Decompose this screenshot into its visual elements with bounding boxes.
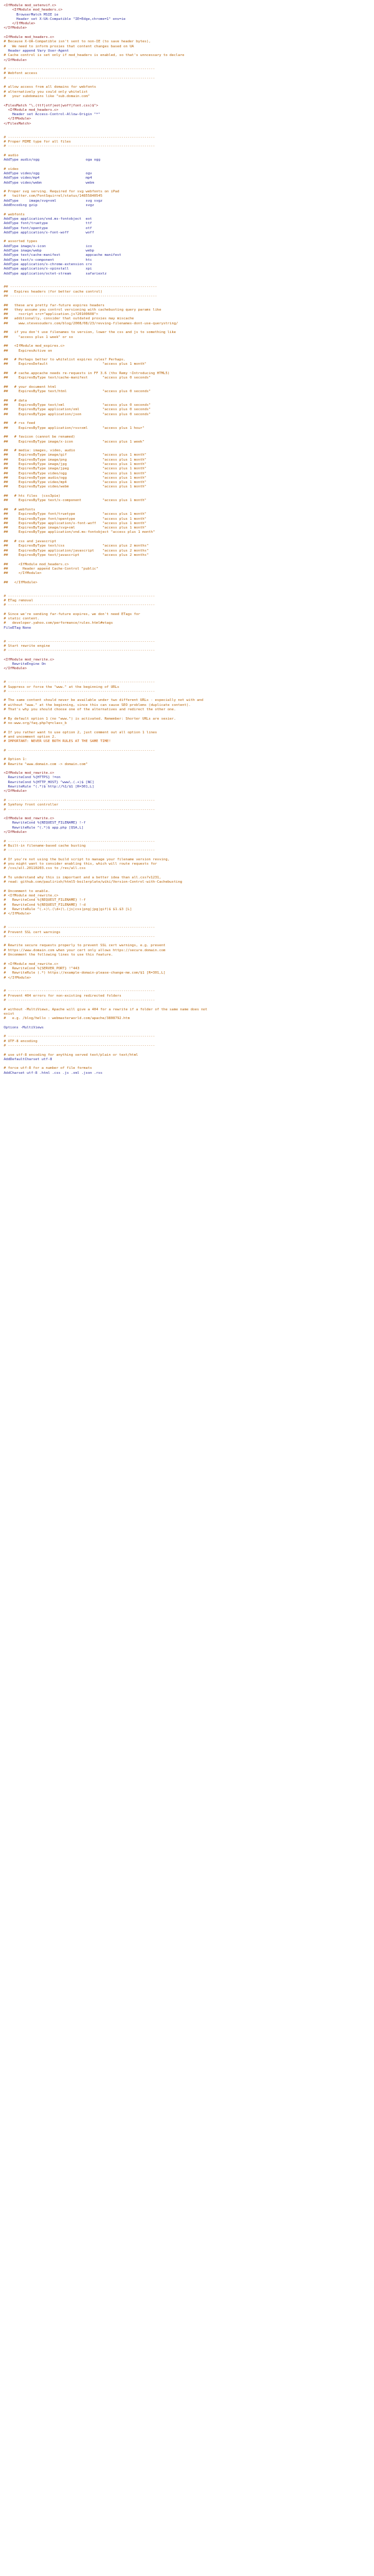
directive-line: AddType video/ogg ogv [4,171,92,176]
section-tag-line: <IfModule mod_headers.c> [4,8,63,12]
blank-line [4,558,372,562]
blank-line [4,939,372,944]
blank-line [4,299,372,303]
blank-line [4,917,372,921]
comment-line: # developer.yahoo.com/performance/rules.html#etags [4,621,113,626]
directive-line: AddType image/webp webp [4,249,94,253]
comment-line: # e.g. /blog/hello : webmasterworld.com/apache/3808792.htm [4,1017,130,1021]
blank-line [4,208,372,212]
section-tag-line: <IfModule mod_rewrite.c> [4,771,54,776]
blank-line [4,63,372,67]
separator-line: # ---------------------------------------------------------------------- [4,67,155,72]
separator-line: # ---------------------------------------------------------------------- [4,926,155,930]
comment-line: ## ExpiresByType application/json "access plus 0 seconds" [4,412,151,416]
directive-line: RewriteCond %{HTTPS} !=on [4,776,60,780]
separator-line: # ---------------------------------------------------------------------- [4,798,155,802]
warning-comment-line: # IMPORTANT: NEVER USE BOTH RULES AT THE SAME TIME! [4,740,111,744]
comment-line: # force utf-8 for a number of file formats [4,1066,92,1071]
blank-line [4,81,372,85]
blank-line [4,186,372,190]
comment-line: ## ExpiresByType video/mp4 "access plus 1 month" [4,481,147,485]
directive-line: AddType text/cache-manifest appcache manifest [4,253,122,258]
comment-line: # Suppress or force the "www." at the beginning of URLs [4,685,120,689]
directive-line: AddType text/x-component htc [4,258,92,262]
blank-line [4,354,372,358]
separator-line: # ---------------------------------------------------------------------- [4,639,155,644]
comment-line: # audio [4,153,19,157]
comment-line: ## Header append Cache-Control "public" [4,566,98,571]
blank-line [4,431,372,435]
comment-line: exist [4,1012,14,1016]
directive-line: Header append Vary User-Agent [4,49,69,53]
directive-line: AddType video/webm webm [4,181,94,185]
comment-line: # without -MultiViews, Apache will give a 404 for a rewrite if a folder of the same name does not [4,1007,208,1012]
comment-line: ## ExpiresByType application/xml "access plus 0 seconds" [4,408,151,412]
comment-line: ## ExpiresByType image/jpg "access plus 1 month" [4,462,147,466]
blank-line [4,744,372,748]
directive-line: Options -MultiViews [4,1025,44,1030]
comment-line: # Because X-UA-Compatible isn't sent to non-IE (to save header bytes), [4,40,151,44]
comment-line: ## ExpiresDefault "access plus 1 month" [4,362,147,367]
comment-line: ## # your document html [4,385,57,389]
directive-line: RewriteRule ^(.*)$ app.php [QSA,L] [4,825,84,830]
comment-line: ## # cache.appcache needs re-requests in FF 3.6 (thx Remy ~Introducing HTML5) [4,372,170,376]
separator-line: # ---------------------------------------------------------------------- [4,594,155,598]
separator-line: # ---------------------------------------------------------------------- [4,76,155,80]
comment-line: # </IfModule> [4,912,31,916]
blank-line [4,585,372,590]
blank-line [4,1030,372,1035]
blank-line [4,1003,372,1007]
comment-line: ## ExpiresByType image/jpeg "access plus 1 month" [4,467,147,471]
comment-line: ## ExpiresByType font/opentype "access plus 1 month" [4,517,147,521]
comment-line: # If you're not using the build script to manage your filename version revving, [4,857,170,862]
section-tag-line: </IfModule> [4,58,27,62]
separator-line: # ---------------------------------------------------------------------- [4,135,155,139]
comment-line: ## </IfModule> [4,571,42,576]
comment-line: ## <IfModule mod_headers.c> [4,562,69,566]
comment-line: # By default option 1 (no "www.") is activated. Remember: Shorter URLs are sexier. [4,717,176,721]
comment-line: # RewriteRule (.*) https://example-domain-please-change-me.com/$1 [R=301,L] [4,971,166,975]
blank-line [4,835,372,839]
comment-line: # Built-in filename-based cache busting [4,844,86,848]
comment-line: # /css/all.20110203.css to /res/all.css [4,867,86,871]
directive-line: AddType audio/ogg oga ogg [4,158,100,162]
blank-line [4,131,372,135]
section-tag-line: <IfModule mod_rewrite.c> [4,657,54,662]
comment-line: # Prevent SSL cert warnings [4,930,60,934]
blank-line [4,753,372,758]
blank-line [4,853,372,858]
blank-line [4,381,372,385]
comment-line: # ETag removal [4,598,34,603]
comment-line: # no-www.org/faq.php?q=class_b [4,721,67,725]
comment-line: ## ExpiresByType application/javascript "access plus 2 months" [4,548,149,553]
separator-line: # ---------------------------------------------------------------------- [4,748,155,753]
comment-line: ## ExpiresByType font/truetype "access plus 1 month" [4,512,147,517]
comment-line: ## # data [4,398,27,403]
blank-line [4,444,372,449]
comment-line: ## www.stevesouders.com/blog/2008/08/23/revving-filenames-dont-use-querystring/ [4,321,178,326]
comment-line: # Rewrite secure requests properly to prevent SSL cert warnings, e.g. prevent [4,944,166,948]
comment-line: # Symfony front controller [4,803,59,807]
directive-line: AddType application/x-chrome-extension crx [4,262,92,266]
separator-line: # ---------------------------------------------------------------------- [4,848,155,853]
blank-line [4,149,372,154]
comment-line: # your subdomains like "sub.domain.com" [4,94,90,98]
comment-line: ## # css and javascript [4,540,57,544]
comment-line: # webfonts [4,212,25,217]
comment-line: # assorted types [4,240,37,244]
comment-line: # Uncomment to enable. [4,889,50,893]
separator-line: # ---------------------------------------------------------------------- [4,934,155,939]
directive-line: RewriteCond %{REQUEST_FILENAME} !-f [4,821,86,825]
separator-line: ## ---------------------------------------------------------------------- [4,285,157,289]
comment-line: # Webfont access [4,72,37,76]
blank-line [4,535,372,540]
comment-line: # RewriteCond %{SERVER_PORT} !^443 [4,966,80,971]
htaccess-code-view [0,0,372,1076]
comment-line: ## # favicon (cannot be renamed) [4,435,75,440]
comment-line: ## ExpiresByType application/x-font-woff "access plus 1 month" [4,521,147,525]
comment-line: # RewriteRule ^(.+)\.(\d+)\.(js|css|png|jpg|gif)$ $1.$3 [L] [4,908,132,912]
separator-line: # ---------------------------------------------------------------------- [4,999,155,1003]
comment-line: # read: github.com/paulirish/html5-boilerplate/wiki/Version-Control-with-Cachebusting [4,880,183,885]
comment-line: # and uncomment option 2. [4,735,57,739]
separator-line: # ---------------------------------------------------------------------- [4,807,155,812]
blank-line [4,576,372,580]
section-tag-line: </IfModule> [4,117,31,121]
directive-line: RewriteEngine On [4,662,46,667]
comment-line: # static content. [4,617,40,621]
separator-line: # ---------------------------------------------------------------------- [4,1035,155,1039]
blank-line [4,417,372,421]
comment-line: ## # media: images, video, audio [4,449,75,453]
directive-line: AddType font/opentype otf [4,226,92,230]
comment-line: # Option 1: [4,758,27,762]
blank-line [4,326,372,331]
section-tag-line: </IfModule> [4,22,36,26]
blank-line [4,885,372,890]
comment-line: ## ExpiresByType image/gif "access plus 1 month" [4,453,147,458]
separator-line: # ---------------------------------------------------------------------- [4,680,155,685]
directive-line: AddType font/truetype ttf [4,222,92,226]
comment-line: ## additionally, consider that outdated proxies may miscache [4,317,134,321]
blank-line [4,276,372,281]
blank-line [4,126,372,131]
blank-line [4,694,372,698]
directive-line: Header set Access-Control-Allow-Origin "*" [4,113,100,117]
separator-line: # ---------------------------------------------------------------------- [4,839,155,844]
blank-line [4,1022,372,1026]
comment-line: # Rewrite "www.domain.com -> domain.com" [4,762,88,766]
separator-line: # ---------------------------------------------------------------------- [4,603,155,608]
directive-line: RewriteCond %{HTTP_HOST} ^www\.(.+)$ [NC] [4,780,94,784]
blank-line [4,921,372,926]
blank-line [4,957,372,962]
separator-line: # ---------------------------------------------------------------------- [4,1043,155,1048]
directive-line: AddType application/vnd.ms-fontobject eot [4,217,92,221]
blank-line [4,676,372,680]
section-tag-line: <IfModule mod_headers.c> [4,108,59,112]
blank-line [4,367,372,372]
directive-line: AddType image/x-icon ico [4,244,92,248]
blank-line [4,162,372,167]
directive-line: AddType application/x-font-woff woff [4,230,94,235]
comment-line: ## ExpiresByType application/rss+xml "access plus 1 hour" [4,426,145,430]
blank-line [4,340,372,344]
comment-line: # <IfModule mod_rewrite.c> [4,962,59,966]
comment-line: # We need to inform proxies that content changes based on UA [4,44,134,49]
section-tag-line: </FilesMatch> [4,121,31,126]
comment-line: # use utf-8 encoding for anything served text/plain or text/html [4,1053,138,1057]
comment-line: ## ExpiresByType text/html "access plus 0 seconds" [4,390,151,394]
blank-line [4,712,372,717]
separator-line: # ---------------------------------------------------------------------- [4,689,155,693]
blank-line [4,31,372,35]
directive-line: AddType video/mp4 mp4 [4,176,92,181]
blank-line [4,726,372,730]
comment-line: ## if you don't use filenames to version, lower the css and js to something like [4,331,176,335]
comment-line: ## ExpiresByType video/webm "access plus 1 month" [4,485,147,489]
comment-line: ## Expires headers (for better cache control) [4,289,103,294]
comment-line: # alternatively you could only whitelist [4,90,88,94]
comment-line: # without "www." at the beginning, since this can cause SEO problems (duplicate content). [4,703,191,707]
blank-line [4,631,372,635]
separator-line: ## ---------------------------------------------------------------------- [4,294,157,298]
comment-line: # you might want to consider enabling this, which will route requests for [4,862,157,867]
comment-line: # RewriteCond %{REQUEST_FILENAME} !-d [4,903,86,907]
comment-line: # Proper svg serving. Required for svg webfonts on iPad [4,190,120,194]
blank-line [4,653,372,657]
blank-line [4,1062,372,1066]
comment-line: ## # Perhaps better to whitelist expires rules? Perhaps. [4,358,126,362]
comment-line: ## ExpiresByType image/x-icon "access plus 1 week" [4,440,145,444]
comment-line: ## ExpiresByType text/javascript "access plus 2 months" [4,553,149,557]
directive-line: RewriteRule ^(.*)$ http://%1/$1 [R=301,L] [4,785,94,789]
separator-line: # ---------------------------------------------------------------------- [4,144,155,149]
comment-line: # Proper MIME type for all files [4,139,71,144]
directive-line: AddCharset utf-8 .html .css .js .xml .json .rss [4,1071,103,1075]
comment-line: ## ExpiresByType audio/ogg "access plus 1 month" [4,476,147,480]
blank-line [4,635,372,639]
comment-line: # allow access from all domains for webfonts [4,85,97,90]
comment-line: ## ExpiresByType image/png "access plus 1 month" [4,458,147,462]
comment-line: # UTF-8 encoding [4,1039,37,1043]
comment-line: ## <IfModule mod_expires.c> [4,344,65,349]
comment-line: ## # htc files (css3pie) [4,494,60,499]
comment-line: ## # webfonts [4,507,36,512]
comment-line: # That's why you should choose one of the alternatives and redirect the other one. [4,708,176,712]
directive-line: AddType application/x-xpinstall xpi [4,267,92,271]
blank-line [4,672,372,676]
directive-line: BrowserMatch MSIE ie [4,12,59,17]
comment-line: ## ExpiresByType text/cache-manifest "access plus 0 seconds" [4,376,151,380]
comment-line: # Since we're sending far-future expires, we don't need ETags for [4,612,140,616]
comment-line: ## ExpiresByType text/x-component "access plus 1 month" [4,499,147,503]
comment-line: ## <script src="application.js?20100608"> [4,313,98,317]
comment-line: # RewriteCond %{REQUEST_FILENAME} !-f [4,898,86,903]
blank-line [4,980,372,985]
comment-line: ## # rss feed [4,421,36,426]
comment-line: ## these are pretty far-future expires headers [4,303,105,308]
blank-line [4,812,372,817]
comment-line: # Prevent 404 errors for non-existing redirected folders [4,994,122,998]
comment-line: # Cache control is set only if mod_headers is enabled, so that's unncessary to declare [4,54,185,58]
section-tag-line: </IfModule> [4,26,27,31]
comment-line: # The same content should never be available under two different URLs - especially not with and [4,698,203,703]
directive-line: AddEncoding gzip svgz [4,204,94,208]
blank-line [4,395,372,399]
comment-line: ## </IfModule> [4,580,37,585]
comment-line: ## ExpiresByType video/ogg "access plus 1 month" [4,471,147,476]
blank-line [4,590,372,594]
blank-line [4,985,372,989]
directive-line: AddType image/svg+xml svg svgz [4,199,103,203]
section-tag-line: </IfModule> [4,830,27,835]
separator-line: # ---------------------------------------------------------------------- [4,649,155,653]
comment-line: # Start rewrite engine [4,644,50,648]
comment-line: # Uncomment the following lines to use this feature. [4,953,113,957]
comment-line: ## ExpiresByType text/css "access plus 2 months" [4,544,149,548]
comment-line: # twitter.com/FontSquirrel/status/14855840545 [4,194,103,199]
section-tag-line: <FilesMatch "\.(ttf|otf|eot|woff|font.css)$"> [4,103,98,108]
blank-line [4,872,372,876]
section-tag-line: <IfModule mod_headers.c> [4,35,54,40]
comment-line: ## ExpiresByType application/vnd.ms-fontobject "access plus 1 month" [4,530,155,535]
section-tag-line: <IfModule mod_setenvif.c> [4,4,57,7]
comment-line: ## ExpiresByType text/xml "access plus 0 seconds" [4,403,151,408]
section-tag-line: </IfModule> [4,667,27,671]
directive-line: AddDefaultCharset utf-8 [4,1057,52,1061]
blank-line [4,767,372,771]
comment-line: # To understand why this is important and a better idea than all.css?v1231, [4,876,161,880]
blank-line [4,608,372,612]
directive-line: FileETag None [4,626,31,630]
blank-line [4,504,372,508]
comment-line: ## ExpiresActive on [4,349,52,353]
comment-line: ## "access plus 1 week" or so [4,335,74,339]
blank-line [4,99,372,103]
comment-line: ## they assume you control versioning with cachebusting query params like [4,308,161,312]
comment-line: # If you rather want to use option 2, just comment out all option 1 lines [4,730,157,735]
comment-line: # </IfModule> [4,975,31,980]
section-tag-line: <IfModule mod_rewrite.c> [4,817,54,821]
blank-line [4,490,372,494]
comment-line: # <IfModule mod_rewrite.c> [4,894,59,898]
directive-line: Header set X-UA-Compatible "IE=Edge,chrome=1" env=ie [4,17,126,21]
blank-line [4,281,372,285]
separator-line: # ---------------------------------------------------------------------- [4,989,155,994]
comment-line: ## ExpiresByType image/svg+xml "access plus 1 month" [4,526,147,530]
comment-line: # video [4,167,19,171]
directive-line: AddType application/octet-stream safariextz [4,271,107,276]
comment-line: # https://www.domain.com when your cert only allows https://secure.domain.com [4,948,166,952]
blank-line [4,1048,372,1053]
blank-line [4,235,372,240]
section-tag-line: </IfModule> [4,789,27,794]
blank-line [4,794,372,799]
